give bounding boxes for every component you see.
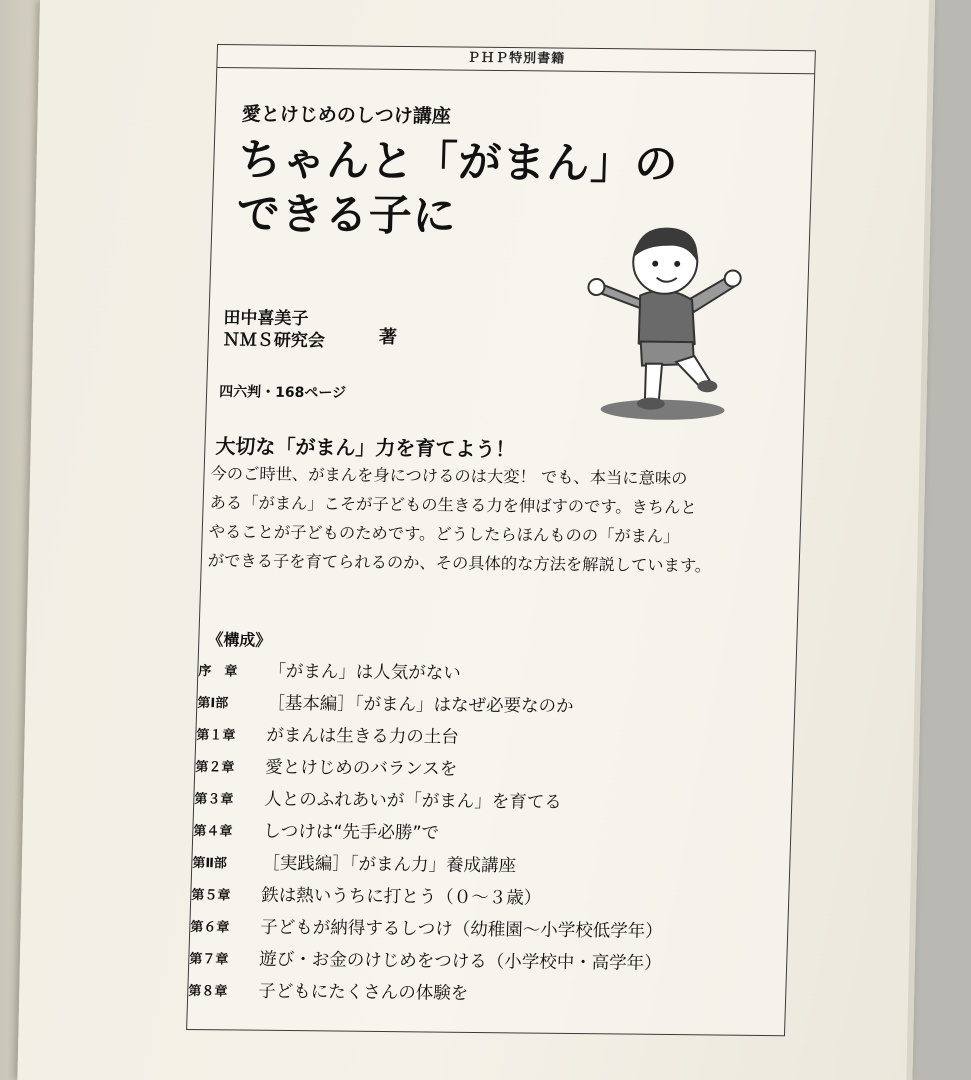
chapter-title: 愛とけじめのバランスを [265, 757, 458, 780]
book-title-line: ちゃんと「がまん」の [237, 135, 680, 190]
toc-heading: 《構成》 [207, 630, 272, 650]
chapter-title: がまんは生きる力の土台 [266, 725, 460, 748]
publisher-label: ＰＨＰ特別書籍 [217, 45, 815, 74]
chapter-title: 子どもが納得するしつけ（幼稚園～小学校低学年） [260, 917, 664, 942]
chapter-number: 第８章 [188, 983, 228, 999]
author-name: ＮＭＳ研究会 [222, 330, 326, 352]
chapter-number: 第５章 [191, 887, 231, 903]
author-mark: 著 [378, 326, 398, 348]
book-spec: 四六判・168ページ [218, 384, 347, 402]
chapter-number: 第３章 [194, 791, 234, 807]
description-line: ある「がまん」こそが子どもの生きる力を伸ばすのです。きちんと [209, 493, 697, 518]
description-line: やることが子どものためです。どうしたらほんものの「がまん」 [208, 522, 680, 546]
chapter-number: 第Ⅱ部 [192, 855, 228, 871]
toc-row [188, 973, 779, 1011]
chapter-title: 人とのふれあいが「がまん」を育てる [264, 789, 563, 813]
chapter-number: 第２章 [195, 759, 235, 775]
chapter-number: 第Ⅰ部 [197, 695, 229, 711]
description [207, 459, 794, 581]
chapter-title: 鉄は熱いうちに打とう（０～３歳） [261, 885, 542, 909]
boy-illustration [574, 213, 751, 425]
chapter-title: 子どもにたくさんの体験を [258, 981, 469, 1004]
description-line: ができる子を育てられるのか、その具体的な方法を解説しています。 [207, 551, 712, 576]
chapter-number: 序 章 [198, 663, 238, 679]
book-page [17, 0, 935, 1080]
chapter-title: ［実践編］「がまん力」養成講座 [262, 853, 517, 876]
authors [222, 307, 325, 352]
author-name: 田中喜美子 [223, 308, 309, 330]
chapter-number: 第４章 [193, 823, 233, 839]
chapter-number: 第７章 [189, 951, 229, 967]
chapter-title: しつけは“先手必勝”で [263, 821, 440, 844]
book-title-line: できる子に [235, 189, 458, 242]
description-line: 今のご時世、がまんを身につけるのは大変！ でも、本当に意味の [210, 464, 688, 489]
chapter-title: ［基本編］「がまん」はなぜ必要なのか [267, 693, 574, 717]
ad-box [186, 44, 816, 1036]
chapter-title: 「がまん」は人気がない [268, 661, 462, 684]
chapter-number: 第６章 [190, 919, 230, 935]
chapter-number: 第１章 [196, 727, 236, 743]
chapter-title: 遊び・お金のけじめをつける（小学校中・高学年） [259, 949, 663, 974]
table-of-contents [188, 653, 789, 1011]
headline: 大切な「がまん」力を育てよう！ [215, 434, 516, 462]
series-title: 愛とけじめのしつけ講座 [241, 103, 452, 128]
